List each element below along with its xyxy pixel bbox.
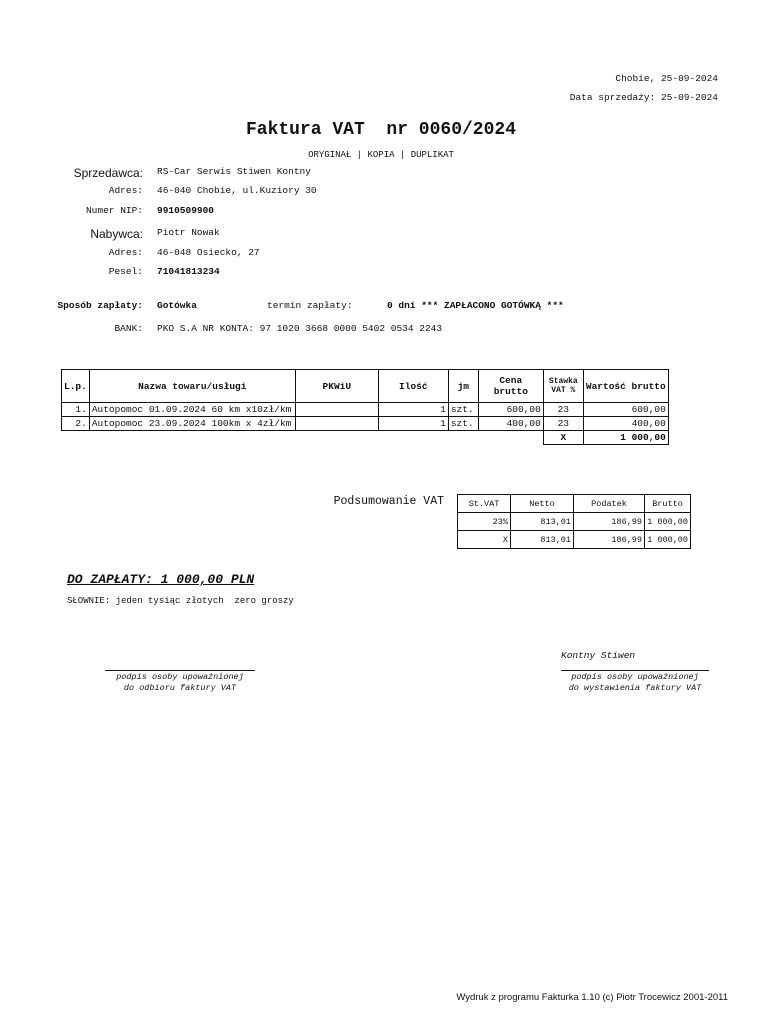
- vat-summary-table: [457, 494, 691, 549]
- buyer-address: 46-048 Osiecko, 27: [157, 247, 260, 258]
- payment-term: 0 dni *** ZAPŁACONO GOTÓWKĄ ***: [387, 300, 564, 311]
- copy-types: ORYGINAŁ | KOPIA | DUPLIKAT: [308, 150, 454, 160]
- seller-address: 46-040 Chobie, ul.Kuziory 30: [157, 185, 317, 196]
- buyer-pesel-label: Pesel:: [108, 266, 143, 277]
- payment-method-label: Sposób zapłaty:: [57, 300, 143, 311]
- vat-brutto: 1 000,00: [645, 513, 691, 531]
- buyer-heading: Nabywca:: [90, 227, 143, 241]
- vat-col-rate: St.VAT: [458, 495, 511, 513]
- col-lp: L.p.: [62, 370, 90, 403]
- vat-header-row: [458, 495, 691, 513]
- item-price: 600,00: [478, 403, 543, 417]
- seller-nip-label: Numer NIP:: [85, 205, 143, 216]
- item-rate: 23: [543, 417, 583, 431]
- item-name: Autopomoc 23.09.2024 100km x 4zł/km: [89, 417, 295, 431]
- table-row: [458, 513, 691, 531]
- col-qty: Ilość: [378, 370, 448, 403]
- table-row: [62, 417, 669, 431]
- item-price: 400,00: [478, 417, 543, 431]
- payment-term-label: termin zapłaty:: [267, 300, 353, 311]
- amount-in-words: SŁOWNIE: jeden tysiąc złotych zero groszy: [67, 596, 294, 606]
- table-row: [458, 531, 691, 549]
- item-unit: szt.: [448, 417, 478, 431]
- col-name: Nazwa towaru/usługi: [89, 370, 295, 403]
- signature-issuer-caption-2: do wystawienia faktury VAT: [568, 683, 702, 693]
- bank-account: PKO S.A NR KONTA: 97 1020 3668 0000 5402 0534 2243: [157, 323, 443, 334]
- vat-rate: X: [458, 531, 511, 549]
- vat-netto: 813,01: [511, 531, 574, 549]
- vat-col-netto: Netto: [511, 495, 574, 513]
- signature-issuer-name: Kontny Stiwen: [561, 650, 636, 661]
- seller-heading: Sprzedawca:: [73, 166, 143, 180]
- signature-line-issuer: [561, 670, 709, 671]
- seller-nip: 9910509900: [157, 205, 215, 216]
- footer-text: Wydruk z programu Fakturka 1.10 (c) Piotr Trocewicz 2001-2011: [456, 992, 728, 1003]
- place-date: Chobie, 25-09-2024: [615, 73, 718, 84]
- vat-summary-label: Podsumowanie VAT: [333, 495, 444, 508]
- vat-tax: 186,99: [574, 531, 645, 549]
- item-lp: 1.: [62, 403, 90, 417]
- item-unit: szt.: [448, 403, 478, 417]
- vat-tax: 186,99: [574, 513, 645, 531]
- vat-brutto: 1 000,00: [645, 531, 691, 549]
- vat-col-brutto: Brutto: [645, 495, 691, 513]
- vat-rate: 23%: [458, 513, 511, 531]
- items-total-row: [62, 431, 669, 445]
- signature-issuer-caption-1: podpis osoby upoważnionej: [571, 672, 699, 682]
- item-qty: 1: [378, 403, 448, 417]
- payment-method: Gotówka: [157, 300, 197, 311]
- signature-receiver-caption-2: do odbioru faktury VAT: [123, 683, 237, 693]
- item-pkwiu: [295, 417, 378, 431]
- invoice-title: Faktura VAT nr 0060/2024: [245, 120, 517, 140]
- vat-netto: 813,01: [511, 513, 574, 531]
- item-pkwiu: [295, 403, 378, 417]
- buyer-name: Piotr Nowak: [157, 227, 220, 238]
- items-total-value: 1 000,00: [583, 431, 668, 445]
- item-rate: 23: [543, 403, 583, 417]
- col-rate: Stawka VAT %: [543, 370, 583, 403]
- item-name: Autopomoc 01.09.2024 60 km x10zł/km: [89, 403, 295, 417]
- seller-name: RS-Car Serwis Stiwen Kontny: [157, 166, 311, 177]
- item-lp: 2.: [62, 417, 90, 431]
- seller-address-label: Adres:: [108, 185, 143, 196]
- col-price: Cena brutto: [478, 370, 543, 403]
- col-pkwiu: PKWiU: [295, 370, 378, 403]
- table-row: [62, 403, 669, 417]
- signature-line-receiver: [105, 670, 255, 671]
- vat-col-tax: Podatek: [574, 495, 645, 513]
- item-qty: 1: [378, 417, 448, 431]
- items-total-marker: X: [543, 431, 583, 445]
- col-unit: jm: [448, 370, 478, 403]
- buyer-address-label: Adres:: [108, 247, 143, 258]
- item-value: 600,00: [583, 403, 668, 417]
- sale-date: Data sprzedaży: 25-09-2024: [569, 92, 718, 103]
- col-value: Wartość brutto: [583, 370, 668, 403]
- bank-label: BANK:: [114, 323, 143, 334]
- signature-receiver-caption-1: podpis osoby upoważnionej: [116, 672, 244, 682]
- items-header-row: [62, 370, 669, 403]
- buyer-pesel: 71041813234: [157, 266, 220, 277]
- amount-to-pay: DO ZAPŁATY: 1 000,00 PLN: [67, 572, 255, 587]
- items-table: [61, 369, 669, 445]
- item-value: 400,00: [583, 417, 668, 431]
